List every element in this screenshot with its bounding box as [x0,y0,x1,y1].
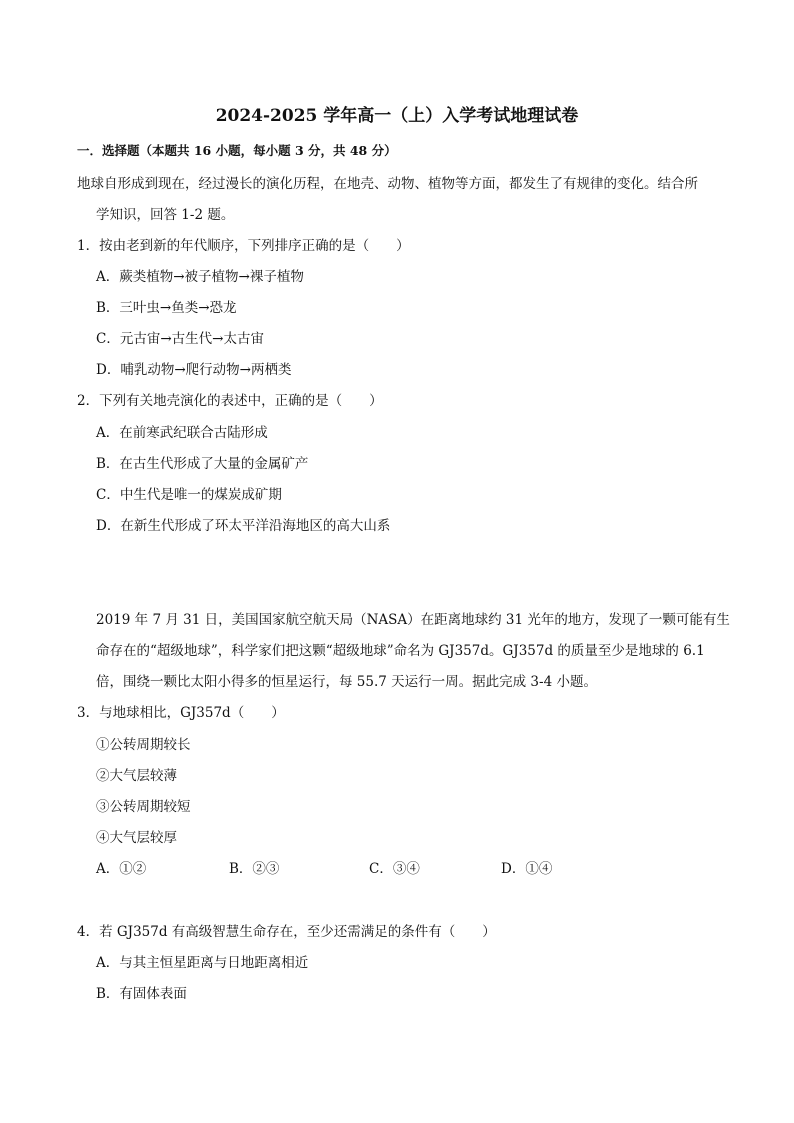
question-1-stem: 1．按由老到新的年代顺序，下列排序正确的是（ ） [77,238,410,254]
question-3-option-a: A．①② [96,861,147,877]
question-4-option-b: B．有固体表面 [96,986,187,1002]
question-3-stem: 3．与地球相比，GJ357d（ ） [77,705,285,721]
question-3-options [96,860,596,878]
question-3-statement-3: ③公转周期较短 [96,799,191,815]
question-2-option-a: A．在前寒武纪联合古陆形成 [96,425,268,441]
question-4-stem: 4．若 GJ357d 有高级智慧生命存在，至少还需满足的条件有（ ） [77,924,496,940]
question-1-option-c: C．元古宙→古生代→太古宙 [96,331,264,347]
question-3-statement-4: ④大气层较厚 [96,830,177,846]
intro-2-line-3: 倍，围绕一颗比太阳小得多的恒星运行，每 55.7 天运行一周。据此完成 3-4 小题。 [96,674,597,690]
question-3-statement-1: ①公转周期较长 [96,737,191,753]
question-2-option-c: C．中生代是唯一的煤炭成矿期 [96,487,282,503]
question-3-option-d: D．①④ [501,861,553,877]
intro-2-line-2: 命存在的“超级地球”，科学家们把这颗“超级地球”命名为 GJ357d。GJ357d 的质量至少是地球的 6.1 [96,643,705,659]
question-2-option-b: B．在古生代形成了大量的金属矿产 [96,456,309,472]
question-3-option-b: B．②③ [229,861,280,877]
intro-2-line-1: 2019 年 7 月 31 日，美国国家航空航天局（NASA）在距离地球约 31 光年的地方，发现了一颗可能有生 [96,612,730,628]
intro-1-line-2: 学知识，回答 1-2 题。 [96,207,235,223]
question-4-option-a: A．与其主恒星距离与日地距离相近 [96,955,309,971]
question-1-option-d: D．哺乳动物→爬行动物→两栖类 [96,362,292,378]
question-1-option-b: B．三叶虫→鱼类→恐龙 [96,300,237,316]
question-1-option-a: A．蕨类植物→被子植物→裸子植物 [96,269,304,285]
question-2-stem: 2．下列有关地壳演化的表述中，正确的是（ ） [77,393,383,409]
question-2-option-d: D．在新生代形成了环太平洋沿海地区的高大山系 [96,518,391,534]
intro-1-line-1: 地球自形成到现在，经过漫长的演化历程，在地壳、动物、植物等方面，都发生了有规律的变化。结合所 [77,176,698,192]
exam-title: 2024-2025 学年高一（上）入学考试地理试卷 [215,106,579,126]
question-3-option-c: C．③④ [369,861,420,877]
section-heading: 一．选择题（本题共 16 小题，每小题 3 分，共 48 分） [77,143,397,158]
question-3-statement-2: ②大气层较薄 [96,768,177,784]
